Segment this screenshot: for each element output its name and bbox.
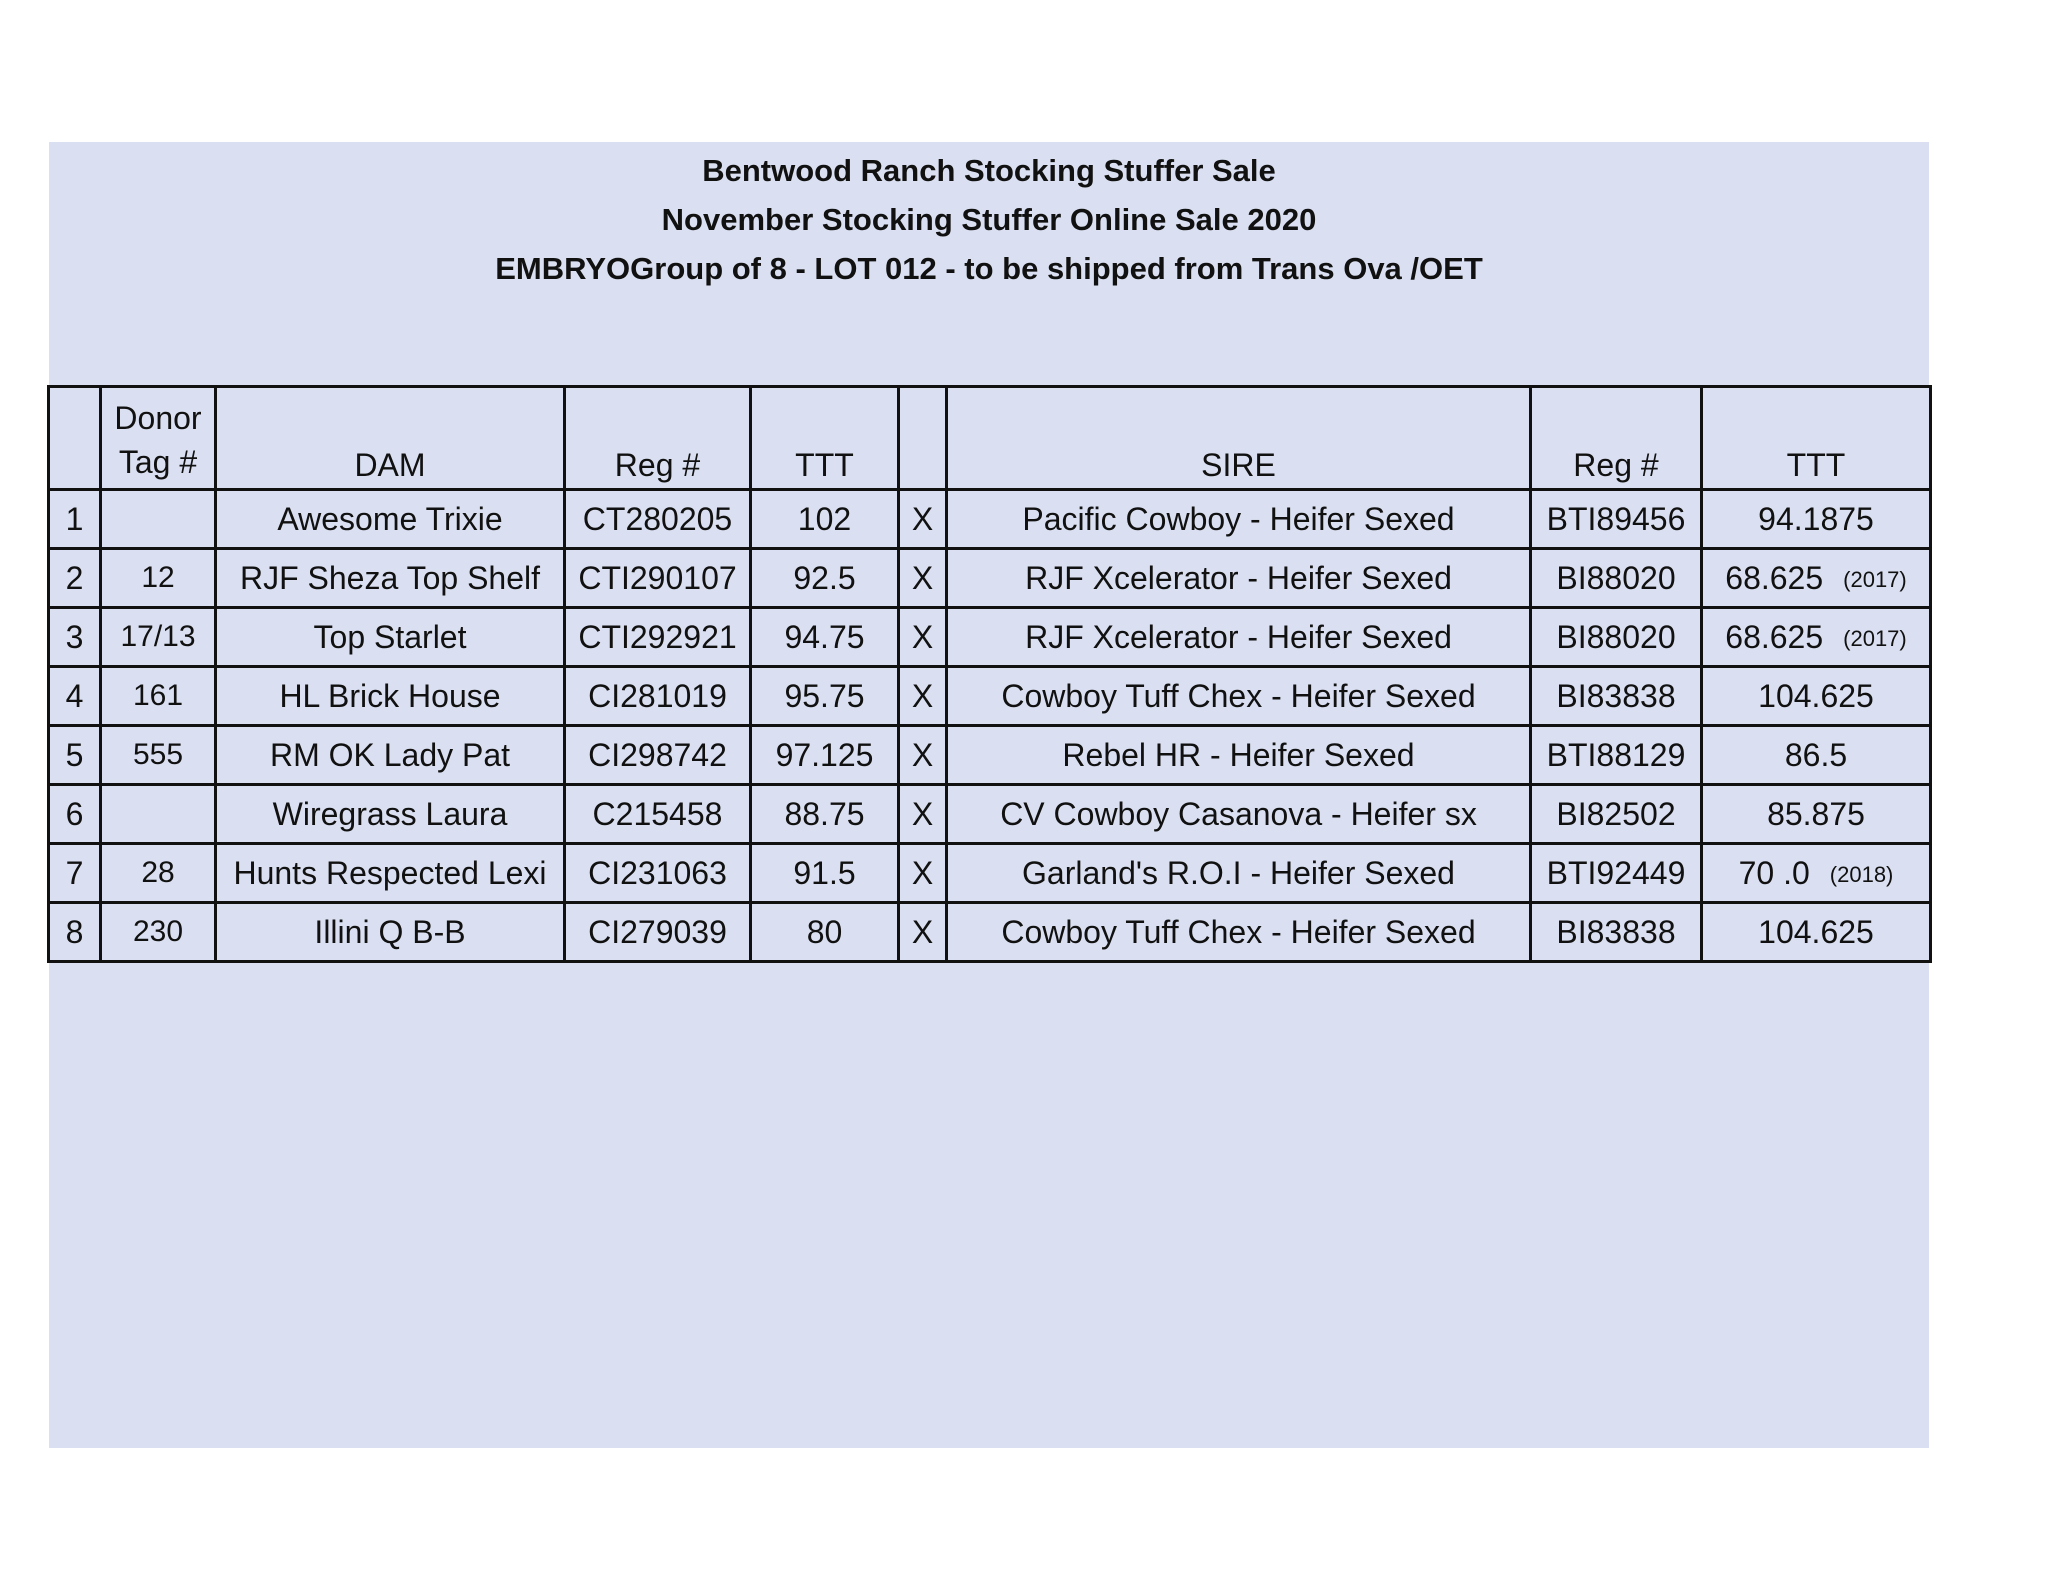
cell-sire-ttt xyxy=(1702,903,1931,962)
cell-cross: X xyxy=(899,549,947,608)
cell-donor-tag: 17/13 xyxy=(101,608,216,667)
cell-cross: X xyxy=(899,490,947,549)
header-sire-reg: Reg # xyxy=(1531,387,1702,490)
header-row xyxy=(49,387,1931,490)
table-row xyxy=(49,785,1931,844)
cell-cross: X xyxy=(899,608,947,667)
cell-sire-reg: BTI89456 xyxy=(1531,490,1702,549)
cell-dam: RM OK Lady Pat xyxy=(216,726,565,785)
cell-num: 2 xyxy=(49,549,101,608)
cell-dam-reg: CI231063 xyxy=(565,844,751,903)
embryo-lot-table xyxy=(47,385,1932,963)
cell-sire-ttt xyxy=(1702,726,1931,785)
cell-sire-reg: BI88020 xyxy=(1531,608,1702,667)
cell-dam-reg: CI279039 xyxy=(565,903,751,962)
sire-ttt-value: 68.625 xyxy=(1725,559,1824,596)
cell-cross: X xyxy=(899,785,947,844)
cell-dam-ttt: 95.75 xyxy=(751,667,899,726)
cell-dam-reg: CI281019 xyxy=(565,667,751,726)
cell-dam-ttt: 80 xyxy=(751,903,899,962)
cell-num: 1 xyxy=(49,490,101,549)
cell-sire-reg: BTI92449 xyxy=(1531,844,1702,903)
cell-sire: Pacific Cowboy - Heifer Sexed xyxy=(947,490,1531,549)
title-line-3: EMBRYOGroup of 8 - LOT 012 - to be shipped from Trans Ova /OET xyxy=(495,251,1483,286)
cell-num: 6 xyxy=(49,785,101,844)
cell-sire-reg: BI88020 xyxy=(1531,549,1702,608)
cell-donor-tag xyxy=(101,785,216,844)
table-row xyxy=(49,490,1931,549)
cell-sire-reg: BTI88129 xyxy=(1531,726,1702,785)
sire-ttt-year: (2017) xyxy=(1843,626,1907,652)
cell-dam-reg: CI298742 xyxy=(565,726,751,785)
sire-ttt-value: 70 .0 xyxy=(1738,854,1810,891)
cell-sire-reg: BI82502 xyxy=(1531,785,1702,844)
table-row xyxy=(49,549,1931,608)
header-donor-line1: Donor xyxy=(114,400,202,436)
sire-ttt-value: 85.875 xyxy=(1767,795,1865,832)
cell-num: 4 xyxy=(49,667,101,726)
cell-dam-reg: CT280205 xyxy=(565,490,751,549)
cell-sire-ttt xyxy=(1702,667,1931,726)
cell-num: 5 xyxy=(49,726,101,785)
cell-donor-tag: 555 xyxy=(101,726,216,785)
cell-num: 7 xyxy=(49,844,101,903)
cell-sire-ttt xyxy=(1702,785,1931,844)
cell-cross: X xyxy=(899,667,947,726)
cell-dam: Top Starlet xyxy=(216,608,565,667)
cell-sire: Cowboy Tuff Chex - Heifer Sexed xyxy=(947,667,1531,726)
cell-dam-reg: CTI292921 xyxy=(565,608,751,667)
cell-dam: HL Brick House xyxy=(216,667,565,726)
cell-cross: X xyxy=(899,844,947,903)
cell-sire-ttt xyxy=(1702,490,1931,549)
cell-sire-reg: BI83838 xyxy=(1531,667,1702,726)
cell-dam-ttt: 91.5 xyxy=(751,844,899,903)
title-line-1: Bentwood Ranch Stocking Stuffer Sale xyxy=(702,153,1276,188)
header-cross xyxy=(899,387,947,490)
cell-dam: Hunts Respected Lexi xyxy=(216,844,565,903)
cell-sire-ttt xyxy=(1702,844,1931,903)
table-row xyxy=(49,844,1931,903)
table-row xyxy=(49,608,1931,667)
cell-cross: X xyxy=(899,726,947,785)
cell-sire: CV Cowboy Casanova - Heifer sx xyxy=(947,785,1531,844)
sire-ttt-value: 68.625 xyxy=(1725,618,1824,655)
sire-ttt-value: 104.625 xyxy=(1758,677,1874,714)
cell-dam: Illini Q B-B xyxy=(216,903,565,962)
title-line-2: November Stocking Stuffer Online Sale 2020 xyxy=(661,202,1317,237)
cell-dam-ttt: 102 xyxy=(751,490,899,549)
cell-dam-ttt: 97.125 xyxy=(751,726,899,785)
cell-dam-ttt: 88.75 xyxy=(751,785,899,844)
cell-sire: RJF Xcelerator - Heifer Sexed xyxy=(947,549,1531,608)
cell-donor-tag: 161 xyxy=(101,667,216,726)
cell-num: 3 xyxy=(49,608,101,667)
cell-sire: RJF Xcelerator - Heifer Sexed xyxy=(947,608,1531,667)
cell-sire-ttt xyxy=(1702,608,1931,667)
header-dam-reg: Reg # xyxy=(565,387,751,490)
header-dam-ttt: TTT xyxy=(751,387,899,490)
cell-donor-tag: 12 xyxy=(101,549,216,608)
cell-dam-reg: CTI290107 xyxy=(565,549,751,608)
title-block xyxy=(49,142,1929,293)
cell-dam: Wiregrass Laura xyxy=(216,785,565,844)
cell-dam-ttt: 94.75 xyxy=(751,608,899,667)
header-donor-tag xyxy=(101,387,216,490)
cell-dam: RJF Sheza Top Shelf xyxy=(216,549,565,608)
cell-sire-reg: BI83838 xyxy=(1531,903,1702,962)
cell-dam-reg: C215458 xyxy=(565,785,751,844)
cell-sire: Cowboy Tuff Chex - Heifer Sexed xyxy=(947,903,1531,962)
sire-ttt-year: (2018) xyxy=(1829,862,1894,888)
sire-ttt-value: 86.5 xyxy=(1784,736,1848,773)
header-dam: DAM xyxy=(216,387,565,490)
cell-cross: X xyxy=(899,903,947,962)
cell-donor-tag: 28 xyxy=(101,844,216,903)
table-body xyxy=(49,490,1931,962)
table-row xyxy=(49,667,1931,726)
header-sire: SIRE xyxy=(947,387,1531,490)
header-donor-line2: Tag # xyxy=(118,444,198,480)
table-row xyxy=(49,726,1931,785)
cell-donor-tag xyxy=(101,490,216,549)
cell-sire-ttt xyxy=(1702,549,1931,608)
cell-sire: Rebel HR - Heifer Sexed xyxy=(947,726,1531,785)
sire-ttt-value: 104.625 xyxy=(1758,913,1874,950)
header-sire-ttt: TTT xyxy=(1702,387,1931,490)
sire-ttt-value: 94.1875 xyxy=(1758,500,1874,537)
cell-sire: Garland's R.O.I - Heifer Sexed xyxy=(947,844,1531,903)
cell-donor-tag: 230 xyxy=(101,903,216,962)
sire-ttt-year: (2017) xyxy=(1843,567,1907,593)
cell-dam-ttt: 92.5 xyxy=(751,549,899,608)
cell-dam: Awesome Trixie xyxy=(216,490,565,549)
cell-num: 8 xyxy=(49,903,101,962)
table-row xyxy=(49,903,1931,962)
header-num xyxy=(49,387,101,490)
